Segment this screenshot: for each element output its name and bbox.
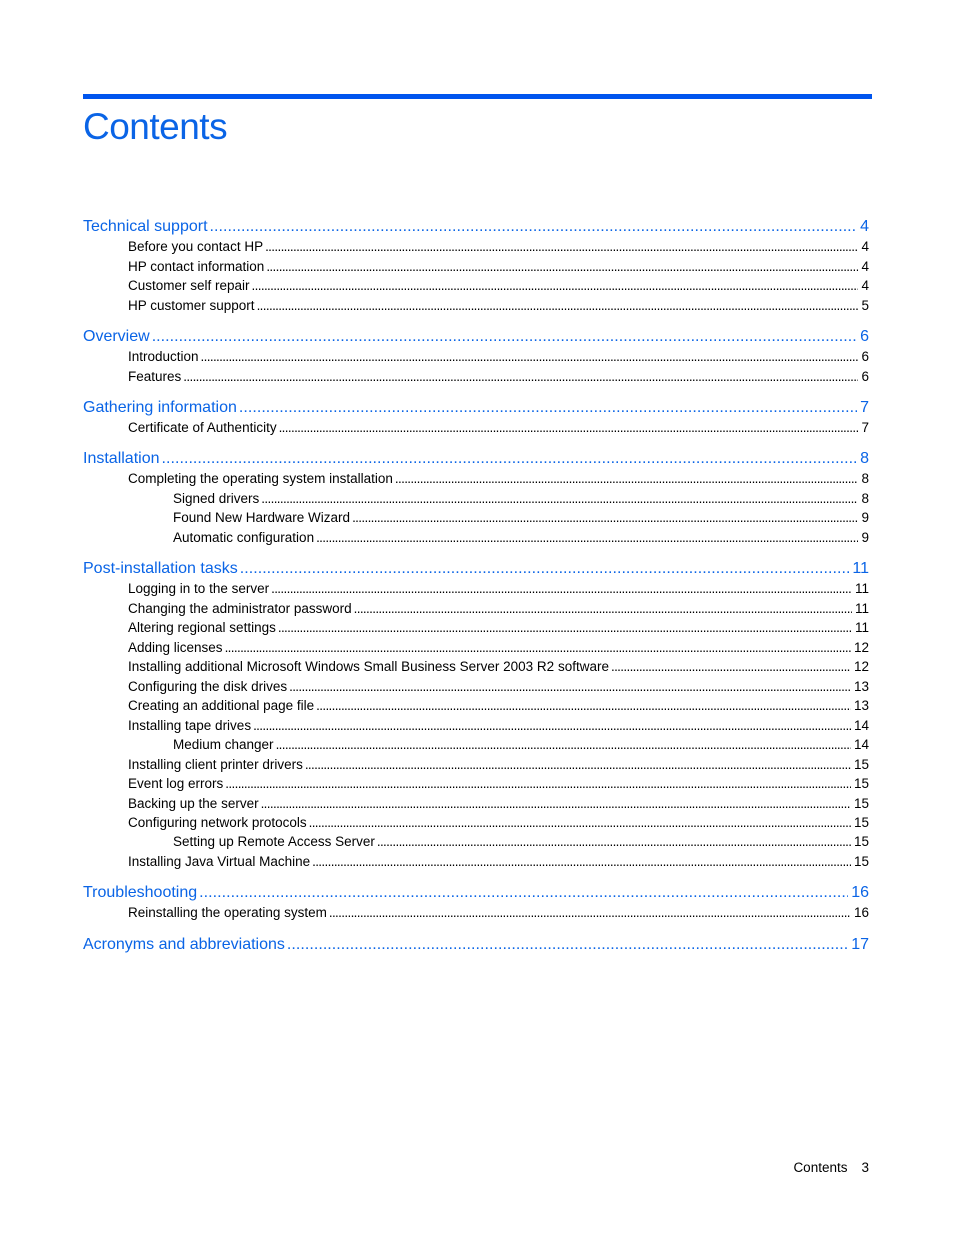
- toc-chapter-entry[interactable]: [83, 935, 869, 955]
- toc-entry-label: Backing up the server: [128, 796, 259, 811]
- toc-entry-page-number: 6: [861, 349, 869, 364]
- toc-entry-label: Before you contact HP: [128, 239, 264, 254]
- toc-dot-leader: [316, 529, 858, 547]
- toc-dot-leader: [305, 756, 851, 774]
- page-footer: [793, 1159, 869, 1177]
- toc-dot-leader: [309, 814, 851, 832]
- toc-chapter-entry[interactable]: [83, 559, 869, 579]
- toc-section-entry[interactable]: [128, 419, 869, 437]
- toc-entry-page-number: 15: [853, 815, 869, 830]
- toc-entry-label: Automatic configuration: [173, 530, 315, 545]
- toc-subsection-entry[interactable]: [173, 529, 869, 547]
- toc-entry-page-number: 11: [854, 581, 869, 596]
- toc-entry-page-number: 11: [854, 601, 869, 616]
- toc-chapter-entry[interactable]: [83, 883, 869, 903]
- toc-dot-leader: [210, 217, 858, 237]
- toc-dot-leader: [271, 580, 852, 598]
- toc-entry-label: Acronyms and abbreviations: [83, 936, 285, 953]
- toc-dot-leader: [261, 795, 851, 813]
- toc-entry-label: Installation: [83, 450, 160, 467]
- toc-section-entry[interactable]: [128, 258, 869, 276]
- toc-entry-label: Gathering information: [83, 399, 237, 416]
- toc-dot-leader: [316, 697, 851, 715]
- toc-entry-label: Adding licenses: [128, 640, 223, 655]
- toc-dot-leader: [287, 935, 848, 955]
- toc-dot-leader: [377, 833, 851, 851]
- toc-section-entry[interactable]: [128, 853, 869, 871]
- toc-entry-page-number: 13: [853, 679, 869, 694]
- toc-section-entry[interactable]: [128, 639, 869, 657]
- toc-dot-leader: [152, 327, 857, 347]
- toc-entry-page-number: 15: [853, 757, 869, 772]
- toc-dot-leader: [395, 470, 859, 488]
- toc-entry-page-number: 11: [854, 620, 869, 635]
- toc-subsection-entry[interactable]: [173, 490, 869, 508]
- footer-page-number: 3: [861, 1160, 869, 1175]
- toc-entry-label: Technical support: [83, 218, 208, 235]
- toc-entry-page-number: 16: [853, 905, 869, 920]
- toc-section-entry[interactable]: [128, 904, 869, 922]
- toc-dot-leader: [354, 600, 852, 618]
- toc-entry-label: Signed drivers: [173, 491, 260, 506]
- toc-section-entry[interactable]: [128, 470, 869, 488]
- toc-entry-page-number: 12: [853, 659, 869, 674]
- toc-section-entry[interactable]: [128, 795, 869, 813]
- toc-entry-page-number: 17: [851, 936, 869, 953]
- toc-entry-label: HP customer support: [128, 298, 255, 313]
- toc-entry-page-number: 8: [861, 491, 869, 506]
- toc-entry-label: Introduction: [128, 349, 199, 364]
- toc-dot-leader: [312, 853, 851, 871]
- toc-dot-leader: [611, 658, 851, 676]
- toc-entry-label: Customer self repair: [128, 278, 250, 293]
- toc-entry-page-number: 15: [853, 834, 869, 849]
- toc-entry-page-number: 4: [861, 239, 869, 254]
- toc-entry-label: HP contact information: [128, 259, 265, 274]
- toc-dot-leader: [276, 736, 851, 754]
- toc-section-entry[interactable]: [128, 600, 869, 618]
- toc-entry-page-number: 6: [860, 328, 869, 345]
- toc-entry-page-number: 6: [861, 369, 869, 384]
- toc-entry-page-number: 16: [851, 884, 869, 901]
- toc-entry-label: Configuring the disk drives: [128, 679, 288, 694]
- toc-entry-label: Event log errors: [128, 776, 224, 791]
- toc-entry-label: Completing the operating system installation: [128, 471, 393, 486]
- toc-dot-leader: [265, 238, 858, 256]
- toc-dot-leader: [240, 559, 850, 579]
- toc-chapter-entry[interactable]: [83, 217, 869, 237]
- toc-entry-label: Creating an additional page file: [128, 698, 315, 713]
- toc-section-entry[interactable]: [128, 697, 869, 715]
- toc-entry-page-number: 15: [853, 854, 869, 869]
- toc-chapter-entry[interactable]: [83, 398, 869, 418]
- toc-dot-leader: [239, 398, 857, 418]
- toc-dot-leader: [225, 639, 851, 657]
- toc-entry-page-number: 9: [861, 530, 869, 545]
- toc-section-entry[interactable]: [128, 368, 869, 386]
- toc-dot-leader: [266, 258, 858, 276]
- toc-section-entry[interactable]: [128, 658, 869, 676]
- toc-entry-label: Post-installation tasks: [83, 560, 238, 577]
- toc-entry-label: Installing tape drives: [128, 718, 252, 733]
- page-title: Contents: [83, 106, 228, 147]
- table-of-contents: [83, 0, 869, 1235]
- toc-section-entry[interactable]: [128, 277, 869, 295]
- toc-dot-leader: [162, 449, 858, 469]
- toc-subsection-entry[interactable]: [173, 736, 869, 754]
- toc-entry-label: Altering regional settings: [128, 620, 276, 635]
- toc-section-entry[interactable]: [128, 775, 869, 793]
- toc-entry-label: Features: [128, 369, 182, 384]
- toc-entry-page-number: 11: [852, 560, 869, 577]
- toc-section-entry[interactable]: [128, 814, 869, 832]
- toc-entry-page-number: 15: [853, 796, 869, 811]
- footer-section-label: Contents: [793, 1160, 848, 1175]
- toc-dot-leader: [289, 678, 851, 696]
- toc-dot-leader: [257, 297, 859, 315]
- toc-entry-label: Configuring network protocols: [128, 815, 307, 830]
- toc-entry-page-number: 7: [860, 399, 869, 416]
- toc-chapter-entry[interactable]: [83, 449, 869, 469]
- toc-section-entry[interactable]: [128, 756, 869, 774]
- toc-section-entry[interactable]: [128, 238, 869, 256]
- toc-chapter-entry[interactable]: [83, 327, 869, 347]
- toc-entry-label: Reinstalling the operating system: [128, 905, 327, 920]
- toc-dot-leader: [225, 775, 851, 793]
- toc-dot-leader: [253, 717, 851, 735]
- toc-entry-label: Changing the administrator password: [128, 601, 352, 616]
- toc-dot-leader: [199, 883, 848, 903]
- toc-entry-label: Troubleshooting: [83, 884, 198, 901]
- toc-entry-label: Certificate of Authenticity: [128, 420, 277, 435]
- toc-entry-page-number: 4: [860, 218, 869, 235]
- toc-dot-leader: [329, 904, 851, 922]
- toc-entry-page-number: 5: [861, 298, 869, 313]
- toc-entry-page-number: 8: [861, 471, 869, 486]
- toc-section-entry[interactable]: [128, 297, 869, 315]
- toc-section-entry[interactable]: [128, 348, 869, 366]
- toc-section-entry[interactable]: [128, 580, 869, 598]
- toc-entry-page-number: 15: [853, 776, 869, 791]
- toc-entry-page-number: 4: [861, 278, 869, 293]
- toc-dot-leader: [183, 368, 858, 386]
- toc-entry-page-number: 12: [853, 640, 869, 655]
- toc-dot-leader: [252, 277, 859, 295]
- toc-dot-leader: [352, 509, 858, 527]
- toc-dot-leader: [279, 419, 859, 437]
- toc-entry-page-number: 13: [853, 698, 869, 713]
- toc-entry-label: Overview: [83, 328, 150, 345]
- toc-subsection-entry[interactable]: [173, 509, 869, 527]
- toc-entry-page-number: 14: [853, 737, 869, 752]
- toc-entry-label: Medium changer: [173, 737, 274, 752]
- toc-entry-page-number: 4: [861, 259, 869, 274]
- toc-entry-label: Logging in to the server: [128, 581, 270, 596]
- toc-entry-label: Installing Java Virtual Machine: [128, 854, 311, 869]
- toc-dot-leader: [278, 619, 852, 637]
- toc-dot-leader: [261, 490, 858, 508]
- toc-entry-page-number: 9: [861, 510, 869, 525]
- toc-section-entry[interactable]: [128, 678, 869, 696]
- toc-entry-page-number: 14: [853, 718, 869, 733]
- toc-subsection-entry[interactable]: [173, 833, 869, 851]
- toc-entry-label: Found New Hardware Wizard: [173, 510, 351, 525]
- toc-entry-label: Installing client printer drivers: [128, 757, 303, 772]
- toc-dot-leader: [201, 348, 859, 366]
- toc-entry-page-number: 8: [860, 450, 869, 467]
- toc-entry-label: Installing additional Microsoft Windows Small Business Server 2003 R2 software: [128, 659, 609, 674]
- toc-entry-page-number: 7: [861, 420, 869, 435]
- toc-entry-label: Setting up Remote Access Server: [173, 834, 375, 849]
- toc-section-entry[interactable]: [128, 717, 869, 735]
- toc-section-entry[interactable]: [128, 619, 869, 637]
